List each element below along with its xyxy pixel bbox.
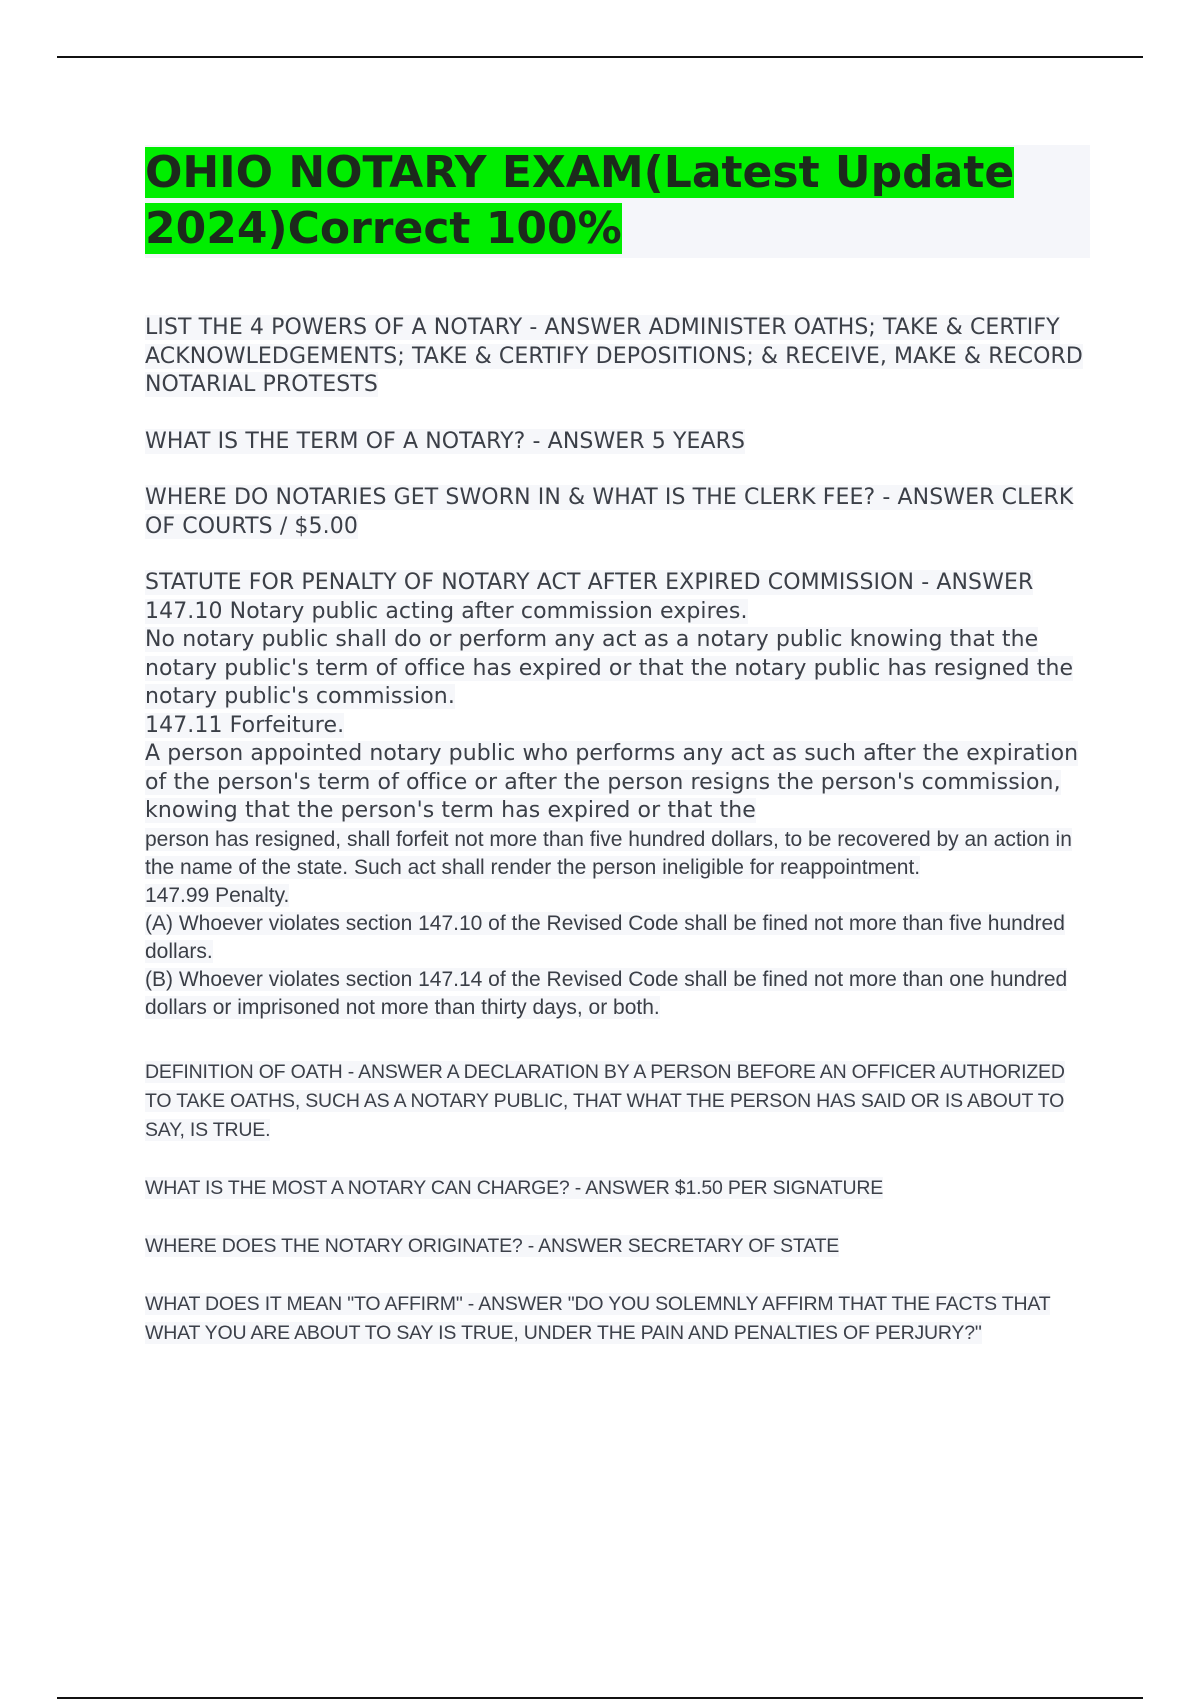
qa-item-term [145, 428, 1090, 457]
statute-147-99-heading: 147.99 Penalty. [145, 883, 290, 907]
qa-text: LIST THE 4 POWERS OF A NOTARY - ANSWER ADMINISTER OATHS; TAKE & CERTIFY ACKNOWLEDGEMENTS; TAKE & CERTIFY DEPOSITIONS; & RECEIVE, MAKE & RECORD NOTARIAL PROTESTS [145, 315, 1083, 397]
statute-question: STATUTE FOR PENALTY OF NOTARY ACT AFTER EXPIRED COMMISSION - ANSWER 147.10 Notary public acting after commission expires. [145, 570, 1034, 624]
qa-text: DEFINITION OF OATH - ANSWER A DECLARATION BY A PERSON BEFORE AN OFFICER AUTHORIZED TO TAKE OATHS, SUCH AS A NOTARY PUBLIC, THAT WHAT THE PERSON HAS SAID OR IS ABOUT TO SAY, IS TRUE. [145, 1060, 1065, 1141]
qa-item-originate [145, 1232, 1090, 1261]
document-title: OHIO NOTARY EXAM(Latest Update 2024)Correct 100% [145, 147, 1015, 254]
statute-147-99-b: (B) Whoever violates section 147.14 of the Revised Code shall be fined not more than one hundred dollars or imprisoned not more than thirty days, or both. [145, 967, 1068, 1019]
document-body [145, 145, 1090, 1377]
statute-147-11-heading: 147.11 Forfeiture. [145, 712, 345, 738]
qa-text: WHAT IS THE MOST A NOTARY CAN CHARGE? - ANSWER $1.50 PER SIGNATURE [145, 1176, 884, 1199]
qa-text: WHERE DOES THE NOTARY ORIGINATE? - ANSWER SECRETARY OF STATE [145, 1234, 840, 1257]
top-rule [57, 56, 1143, 58]
qa-item-powers [145, 314, 1090, 400]
statute-147-10-text: No notary public shall do or perform any act as a notary public knowing that the notary public's term of office has expired or that the notary public has resigned the notary public's commission. [145, 627, 1074, 709]
qa-item-charge [145, 1174, 1090, 1203]
statute-147-99-a: (A) Whoever violates section 147.10 of the Revised Code shall be fined not more than five hundred dollars. [145, 911, 1065, 963]
qa-text: WHERE DO NOTARIES GET SWORN IN & WHAT IS THE CLERK FEE? - ANSWER CLERK OF COURTS / $5.00 [145, 485, 1074, 539]
statute-147-11-text-cont: person has resigned, shall forfeit not more than five hundred dollars, to be recovered by an action in the name of the state. Such act shall render the person ineligible for reappointment. [145, 827, 1072, 879]
qa-text: WHAT DOES IT MEAN "TO AFFIRM" - ANSWER "DO YOU SOLEMNLY AFFIRM THAT THE FACTS THAT WHAT YOU ARE ABOUT TO SAY IS TRUE, UNDER THE PAIN AND PENALTIES OF PERJURY?" [145, 1292, 1051, 1344]
qa-item-affirm [145, 1290, 1090, 1348]
title-block [145, 145, 1090, 258]
qa-item-statute [145, 569, 1090, 1022]
qa-item-sworn-in [145, 484, 1090, 541]
bottom-rule [57, 1697, 1143, 1699]
qa-text: WHAT IS THE TERM OF A NOTARY? - ANSWER 5 YEARS [145, 428, 746, 454]
qa-item-oath [145, 1058, 1090, 1145]
statute-147-11-text: A person appointed notary public who performs any act as such after the expiration of the person's term of office or after the person resigns the person's commission, knowing that the person's term has expired or that the [145, 741, 1079, 823]
